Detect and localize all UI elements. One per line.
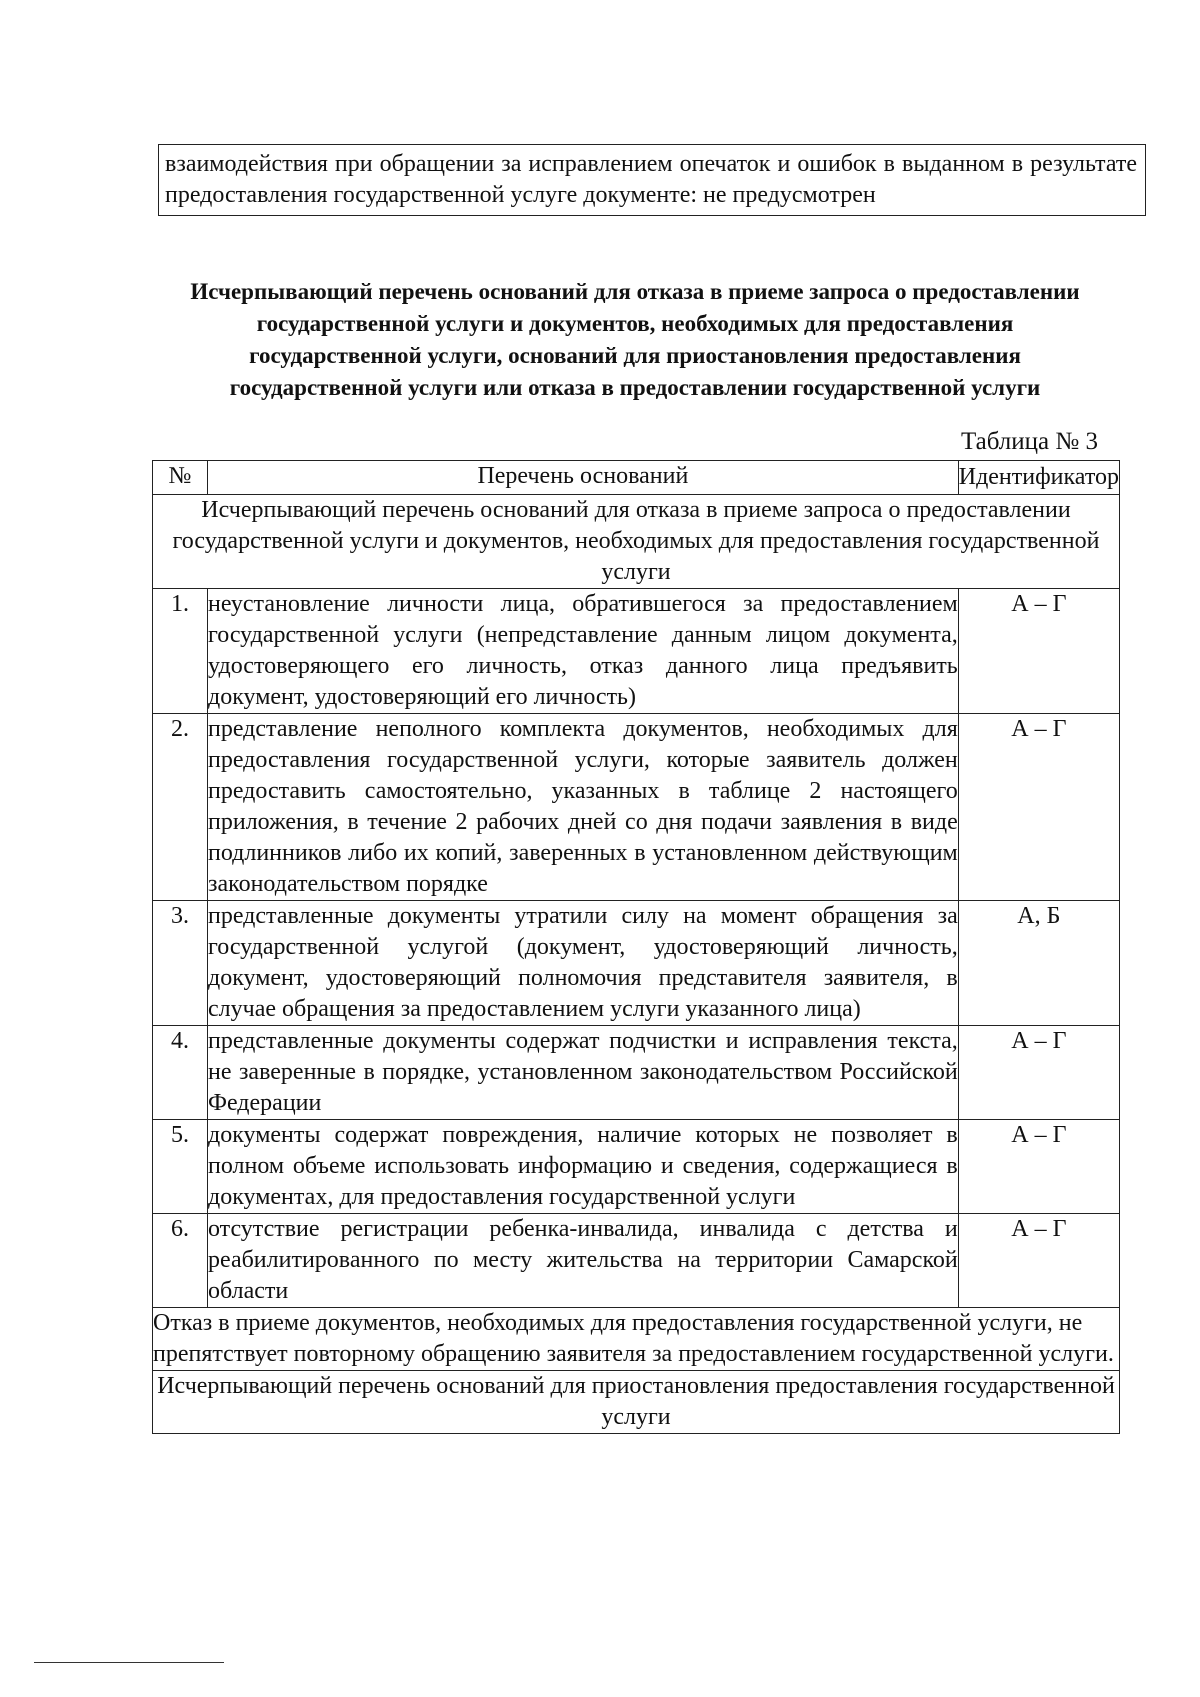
- note-row: [153, 1308, 1120, 1371]
- row-text: отсутствие регистрации ребенка-инвалида, инвалида с детства и реабилитированного по месту жительства на территории Самарской области: [208, 1214, 959, 1308]
- row-text: представление неполного комплекта документов, необходимых для предоставления государственной услуги, которые заявитель должен предоставить самостоятельно, указанных в таблице 2 настоящего приложения, в течение 2 рабочих дней со дня подачи заявления в виде подлинников либо их копий, заверенных в установленном действующим законодательством порядке: [208, 714, 959, 901]
- row-identifier: А – Г: [958, 589, 1119, 714]
- row-number: 3.: [153, 901, 208, 1026]
- table-row: [153, 589, 1120, 714]
- row-identifier: А – Г: [958, 1026, 1119, 1120]
- header-grounds: Перечень оснований: [208, 461, 959, 495]
- table-row: [153, 1120, 1120, 1214]
- row-text: представленные документы утратили силу на момент обращения за государственной услугой (документ, удостоверяющий личность, документ, удостоверяющий полномочия представителя заявителя, в случае обращения за предоставлением услуги указанного лица): [208, 901, 959, 1026]
- refusal-note: Отказ в приеме документов, необходимых для предоставления государственной услуги, не препятствует повторному обращению заявителя за предоставлением государственной услуги.: [153, 1308, 1120, 1371]
- section-title-refusal-acceptance: Исчерпывающий перечень оснований для отказа в приеме запроса о предоставлении государственной услуги и документов, необходимых для предоставления государственной услуги: [153, 495, 1120, 589]
- section-title-suspension: Исчерпывающий перечень оснований для приостановления предоставления государственной услуги: [153, 1371, 1120, 1434]
- grounds-table: [152, 460, 1120, 1434]
- row-number: 1.: [153, 589, 208, 714]
- header-identifier: Идентификатор: [958, 461, 1119, 495]
- row-text: представленные документы содержат подчистки и исправления текста, не заверенные в порядке, установленном законодательством Российской Федерации: [208, 1026, 959, 1120]
- scan-artifact-line: [34, 1662, 224, 1663]
- row-number: 6.: [153, 1214, 208, 1308]
- row-identifier: А – Г: [958, 1120, 1119, 1214]
- row-identifier: А, Б: [958, 901, 1119, 1026]
- header-number: №: [153, 461, 208, 495]
- table-row: [153, 714, 1120, 901]
- section-row: [153, 495, 1120, 589]
- row-number: 5.: [153, 1120, 208, 1214]
- table-row: [153, 901, 1120, 1026]
- table-number-label: Таблица № 3: [960, 428, 1098, 455]
- section-row: [153, 1371, 1120, 1434]
- row-number: 4.: [153, 1026, 208, 1120]
- table-row: [153, 1214, 1120, 1308]
- row-text: документы содержат повреждения, наличие которых не позволяет в полном объеме использовать информацию и сведения, содержащиеся в документах, для предоставления государственной услуги: [208, 1120, 959, 1214]
- section-heading: Исчерпывающий перечень оснований для отказа в приеме запроса о предоставлении государственной услуги и документов, необходимых для предоставления государственной услуги, оснований для приостановления предоставления государственной услуги или отказа в предоставлении государственной услуги: [190, 279, 1080, 400]
- row-identifier: А – Г: [958, 1214, 1119, 1308]
- table-row: [153, 1026, 1120, 1120]
- table-header-row: [153, 461, 1120, 495]
- previous-table-fragment: [158, 144, 1146, 216]
- row-number: 2.: [153, 714, 208, 901]
- row-text: неустановление личности лица, обратившегося за предоставлением государственной услуги (непредставление данным лицом документа, удостоверяющего его личность, отказ данного лица предъявить документ, удостоверяющий его личность): [208, 589, 959, 714]
- row-identifier: А – Г: [958, 714, 1119, 901]
- previous-table-text: взаимодействия при обращении за исправлением опечаток и ошибок в выданном в результате предоставления государственной услуге документе: не предусмотрен: [165, 151, 1137, 208]
